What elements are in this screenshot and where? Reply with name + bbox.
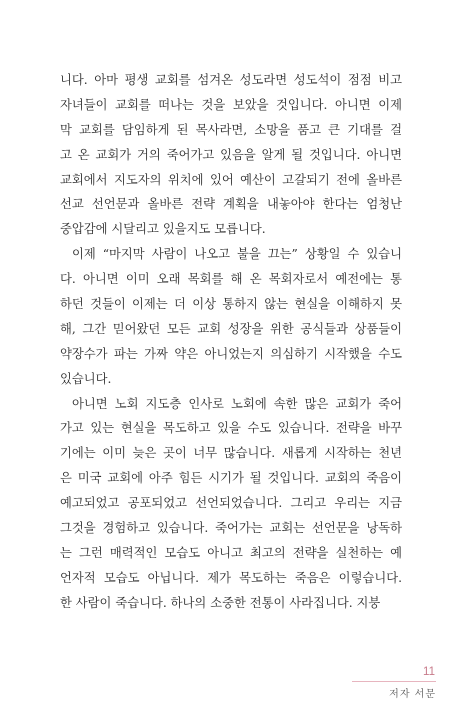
paragraph <box>60 242 402 391</box>
text-line: 선교 선언문과 올바른 전략 계획을 내놓아야 한다는 엄청난 <box>60 197 402 212</box>
text-line: 언자적 모습도 아닙니다. 제가 목도하는 죽음은 이렇습니다. <box>60 570 402 585</box>
text-line: 약장수가 파는 가짜 약은 아니었는지 의심하기 시작했을 수도 <box>60 346 402 361</box>
text-line: 중압감에 시달리고 있을지도 모릅니다. <box>60 222 266 237</box>
text-line: 이제 “마지막 사람이 나오고 불을 끄는” 상황일 수 있습니 <box>72 247 402 262</box>
text-line: 니다. 아마 평생 교회를 섬겨온 성도라면 성도석이 점점 비고 <box>60 73 402 87</box>
paragraph <box>60 68 402 242</box>
text-line: 고 온 교회가 거의 죽어가고 있음을 알게 될 것입니다. 아니면 <box>60 147 402 162</box>
body-text <box>60 68 402 616</box>
text-line: 한 사람이 죽습니다. 하나의 소중한 전통이 사라집니다. 지붕 <box>60 595 381 610</box>
text-line: 예고되었고 공포되었고 선언되었습니다. 그리고 우리는 지금 <box>60 496 402 511</box>
text-line: 막 교회를 담임하게 된 목사라면, 소망을 품고 큰 기대를 걸 <box>60 122 402 137</box>
text-line: 은 미국 교회에 아주 힘든 시기가 될 것입니다. 교회의 죽음이 <box>60 471 402 486</box>
page-number: 11 <box>423 666 435 678</box>
paragraph <box>60 392 402 616</box>
text-line: 해, 그간 믿어왔던 모든 교회 성장을 위한 공식들과 상품들이 <box>60 321 402 336</box>
text-line: 하던 것들이 이제는 더 이상 통하지 않는 현실을 이해하지 못 <box>60 297 402 312</box>
text-line: 기에는 이미 늦은 곳이 너무 많습니다. 새롭게 시작하는 천년 <box>60 446 402 461</box>
footer-rule <box>352 681 436 682</box>
text-line: 교회에서 지도자의 위치에 있어 예산이 고갈되기 전에 올바른 <box>60 172 402 187</box>
text-line: 다. 아니면 이미 오래 목회를 해 온 목회자로서 예전에는 통 <box>60 272 402 287</box>
text-line: 아니면 노회 지도층 인사로 노회에 속한 많은 교회가 죽어 <box>72 396 402 411</box>
text-line: 는 그런 매력적인 모습도 아니고 최고의 전략을 실천하는 예 <box>60 545 402 560</box>
text-line: 있습니다. <box>60 371 112 386</box>
running-title: 저자 서문 <box>389 689 436 700</box>
text-line: 가고 있는 현실을 목도하고 있을 수도 있습니다. 전략을 바꾸 <box>60 421 402 436</box>
text-line: 그것을 경험하고 있습니다. 죽어가는 교회는 선언문을 낭독하 <box>60 521 402 536</box>
text-line: 자녀들이 교회를 떠나는 것을 보았을 것입니다. 아니면 이제 <box>60 97 402 112</box>
